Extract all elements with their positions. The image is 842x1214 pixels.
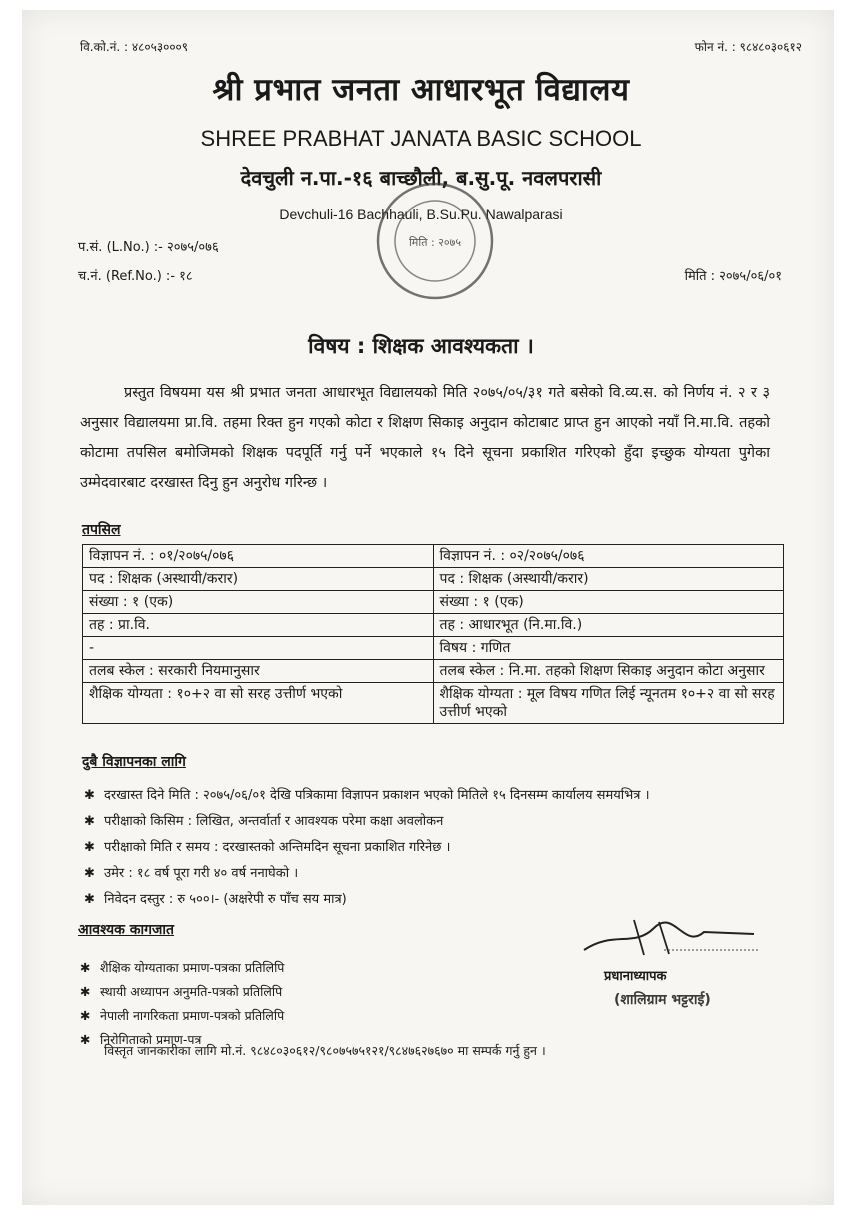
table-row bbox=[83, 660, 784, 683]
bullet-star-icon: ✱ bbox=[80, 1032, 91, 1047]
documents-list bbox=[80, 958, 640, 1054]
subject-line: विषय : शिक्षक आवश्यकता । bbox=[308, 334, 534, 358]
ad-1-cell: शैक्षिक योग्यता : १०+२ वा सो सरह उत्तीर्ण भएको bbox=[83, 683, 434, 724]
ad-1-cell: संख्या : १ (एक) bbox=[83, 591, 434, 614]
bullet-star-icon: ✱ bbox=[80, 960, 91, 975]
school-name-nepali: श्री प्रभात जनता आधारभूत विद्यालय bbox=[212, 72, 630, 108]
table-row bbox=[83, 637, 784, 660]
ad-1-cell: - bbox=[83, 637, 434, 660]
body-paragraph: प्रस्तुत विषयमा यस श्री प्रभात जनता आधारभूत विद्यालयको मिति २०७५/०५/३१ गते बसेको वि.व्य.स. को निर्णय नं. २ र ३ अनुसार विद्यालयमा प्रा.वि. तहमा रिक्त हुन गएको कोटा र शिक्षण सिकाइ अनुदान कोटाबाट प्राप्त हुन आएको नयाँ नि.मा.वि. तहको कोटामा तपसिल बमोजिमको शिक्षक पदपूर्ति गर्नु पर्ने भएकाले १५ दिने सूचना प्रकाशित गरिएको हुँदा इच्छुक योग्यता पुगेका उम्मेदवारबाट दरखास्त दिनु हुन अनुरोध गरिन्छ । bbox=[80, 385, 770, 491]
address-english: Devchuli-16 Bachhauli, B.Su.Pu. Nawalparasi bbox=[279, 206, 563, 222]
letter-date: मिति : २०७५/०६/०१ bbox=[684, 269, 782, 284]
bullet-star-icon: ✱ bbox=[80, 1008, 91, 1023]
ad-2-cell: विषय : गणित bbox=[433, 637, 784, 660]
both-ads-list bbox=[84, 786, 804, 916]
bullet-star-icon: ✱ bbox=[84, 866, 95, 881]
ad-2-cell: पद : शिक्षक (अस्थायी/करार) bbox=[433, 568, 784, 591]
list-item: ✱ शैक्षिक योग्यताका प्रमाण-पत्रका प्रतिलिपि bbox=[80, 958, 640, 982]
table-row bbox=[83, 545, 784, 568]
both-ads-heading: दुबै विज्ञापनका लागि bbox=[82, 754, 186, 770]
address-nepali: देवचुली न.पा.-१६ बाच्छौली, ब.सु.पू. नवलपरासी bbox=[240, 166, 602, 190]
list-item: ✱ परीक्षाको किसिम : लिखित, अन्तर्वार्ता र आवश्यक परेमा कक्षा अवलोकन bbox=[84, 812, 804, 838]
table-row bbox=[83, 614, 784, 637]
documents-heading: आवश्यक कागजात bbox=[78, 922, 175, 938]
bullet-star-icon: ✱ bbox=[84, 814, 95, 829]
list-item: ✱ उमेर : १८ वर्ष पूरा गरी ४० वर्ष ननाघेको । bbox=[84, 864, 804, 890]
phone-number: फोन नं. : ९८४८०३०६१२ bbox=[694, 40, 802, 54]
letter-number: प.सं. (L.No.) :- २०७५/०७६ bbox=[78, 240, 219, 255]
list-item: ✱ नेपाली नागरिकता प्रमाण-पत्रको प्रतिलिपि bbox=[80, 1006, 640, 1030]
list-item: ✱ दरखास्त दिने मिति : २०७५/०६/०१ देखि पत्रिकामा विज्ञापन प्रकाशन भएको मितिले १५ दिनसम्म कार्यालय समयभित्र । bbox=[84, 786, 804, 812]
ad-2-cell: शैक्षिक योग्यता : मूल विषय गणित लिई न्यूनतम १०+२ वा सो सरह उत्तीर्ण भएको bbox=[433, 683, 784, 724]
principal-name: (शालिग्राम भट्टराई) bbox=[614, 992, 711, 1008]
bullet-star-icon: ✱ bbox=[84, 840, 95, 855]
principal-title: प्रधानाध्यापक bbox=[604, 969, 667, 984]
bullet-star-icon: ✱ bbox=[84, 892, 95, 907]
bullet-star-icon: ✱ bbox=[80, 984, 91, 999]
table-row bbox=[83, 683, 784, 724]
list-item: ✱ निवेदन दस्तुर : रु ५००।- (अक्षरेपी रु पाँच सय मात्र) bbox=[84, 890, 804, 916]
ad-1-cell: पद : शिक्षक (अस्थायी/करार) bbox=[83, 568, 434, 591]
list-item: ✱ स्थायी अध्यापन अनुमति-पत्रको प्रतिलिपि bbox=[80, 982, 640, 1006]
seal-text: मिति : २०७५ bbox=[408, 236, 462, 249]
ad-1-cell: तलब स्केल : सरकारी नियमानुसार bbox=[83, 660, 434, 683]
signature-icon bbox=[574, 910, 764, 970]
ad-2-cell: तलब स्केल : नि.मा. तहको शिक्षण सिकाइ अनुदान कोटा अनुसार bbox=[433, 660, 784, 683]
list-item: ✱ परीक्षाको मिति र समय : दरखास्तको अन्तिमदिन सूचना प्रकाशित गरिनेछ । bbox=[84, 838, 804, 864]
school-name-english: SHREE PRABHAT JANATA BASIC SCHOOL bbox=[200, 126, 642, 151]
list-item: ✱ निरोगिताको प्रमाण-पत्र bbox=[80, 1030, 640, 1054]
vacancy-details-table bbox=[82, 544, 784, 724]
ad-2-cell: तह : आधारभूत (नि.मा.वि.) bbox=[433, 614, 784, 637]
ad-1-cell: विज्ञापन नं. : ०१/२०७५/०७६ bbox=[83, 545, 434, 568]
reference-number: च.नं. (Ref.No.) :- १८ bbox=[78, 269, 193, 284]
ad-1-cell: तह : प्रा.वि. bbox=[83, 614, 434, 637]
table-row bbox=[83, 568, 784, 591]
bullet-star-icon: ✱ bbox=[84, 788, 95, 803]
school-seal-stamp bbox=[374, 180, 496, 302]
ad-2-cell: विज्ञापन नं. : ०२/२०७५/०७६ bbox=[433, 545, 784, 568]
pan-number: वि.को.नं. : ४८०५३०००९ bbox=[80, 40, 189, 54]
table-row bbox=[83, 591, 784, 614]
contact-info: विस्तृत जानकारीका लागि मो.नं. ९८४८०३०६१२/९८०७५७५१२१/९८४७६२७६७० मा सम्पर्क गर्नु हुन । bbox=[104, 1043, 546, 1058]
ad-2-cell: संख्या : १ (एक) bbox=[433, 591, 784, 614]
details-heading: तपसिल bbox=[82, 522, 121, 538]
